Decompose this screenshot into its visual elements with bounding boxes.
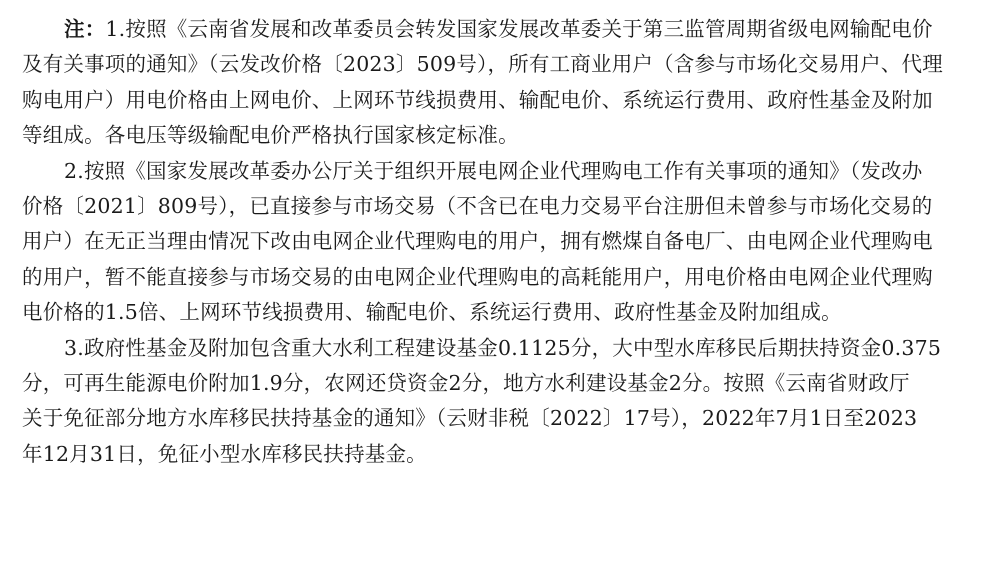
note-line: 年12月31日，免征小型水库移民扶持基金。 xyxy=(22,441,427,466)
note-line: 的用户，暂不能直接参与市场交易的由电网企业代理购电的高耗能用户，用电价格由电网企业代理购 xyxy=(22,264,933,289)
notes-label: 注： xyxy=(64,17,106,41)
note-line: 价格〔2021〕809号），已直接参与市场交易（不含已在电力交易平台注册但未曾参与市场化交易的 xyxy=(22,193,933,218)
note-line: 购电用户）用电价格由上网电价、上网环节线损费用、输配电价、系统运行费用、政府性基金及附加 xyxy=(22,87,933,112)
note-line-text: 1.按照《云南省发展和改革委员会转发国家发展改革委关于第三监管周期省级电网输配电价 xyxy=(105,17,933,41)
note-paragraph-3 xyxy=(22,331,985,473)
note-line: 关于免征部分地方水库移民扶持基金的通知》（云财非税〔2022〕17号），2022年7月1日至2023 xyxy=(22,406,918,431)
note-line: 2.按照《国家发展改革委办公厅关于组织开展电网企业代理购电工作有关事项的通知》（发改办 xyxy=(64,158,923,183)
note-paragraph-2 xyxy=(22,154,985,331)
note-line xyxy=(22,12,985,47)
note-line: 分，可再生能源电价附加1.9分，农网还贷资金2分，地方水利建设基金2分。按照《云南省财政厅 xyxy=(22,370,910,395)
note-line: 电价格的1.5倍、上网环节线损费用、输配电价、系统运行费用、政府性基金及附加组成。 xyxy=(22,300,842,325)
note-line: 3.政府性基金及附加包含重大水利工程建设基金0.1125分，大中型水库移民后期扶持资金0.375 xyxy=(64,335,942,360)
note-line: 用户）在无正当理由情况下改由电网企业代理购电的用户，拥有燃煤自备电厂、由电网企业代理购电 xyxy=(22,229,933,254)
note-line: 及有关事项的通知》（云发改价格〔2023〕509号），所有工商业用户（含参与市场化交易用户、代理 xyxy=(22,52,943,77)
note-line: 等组成。各电压等级输配电价严格执行国家核定标准。 xyxy=(22,123,519,148)
note-paragraph-1 xyxy=(22,12,985,154)
